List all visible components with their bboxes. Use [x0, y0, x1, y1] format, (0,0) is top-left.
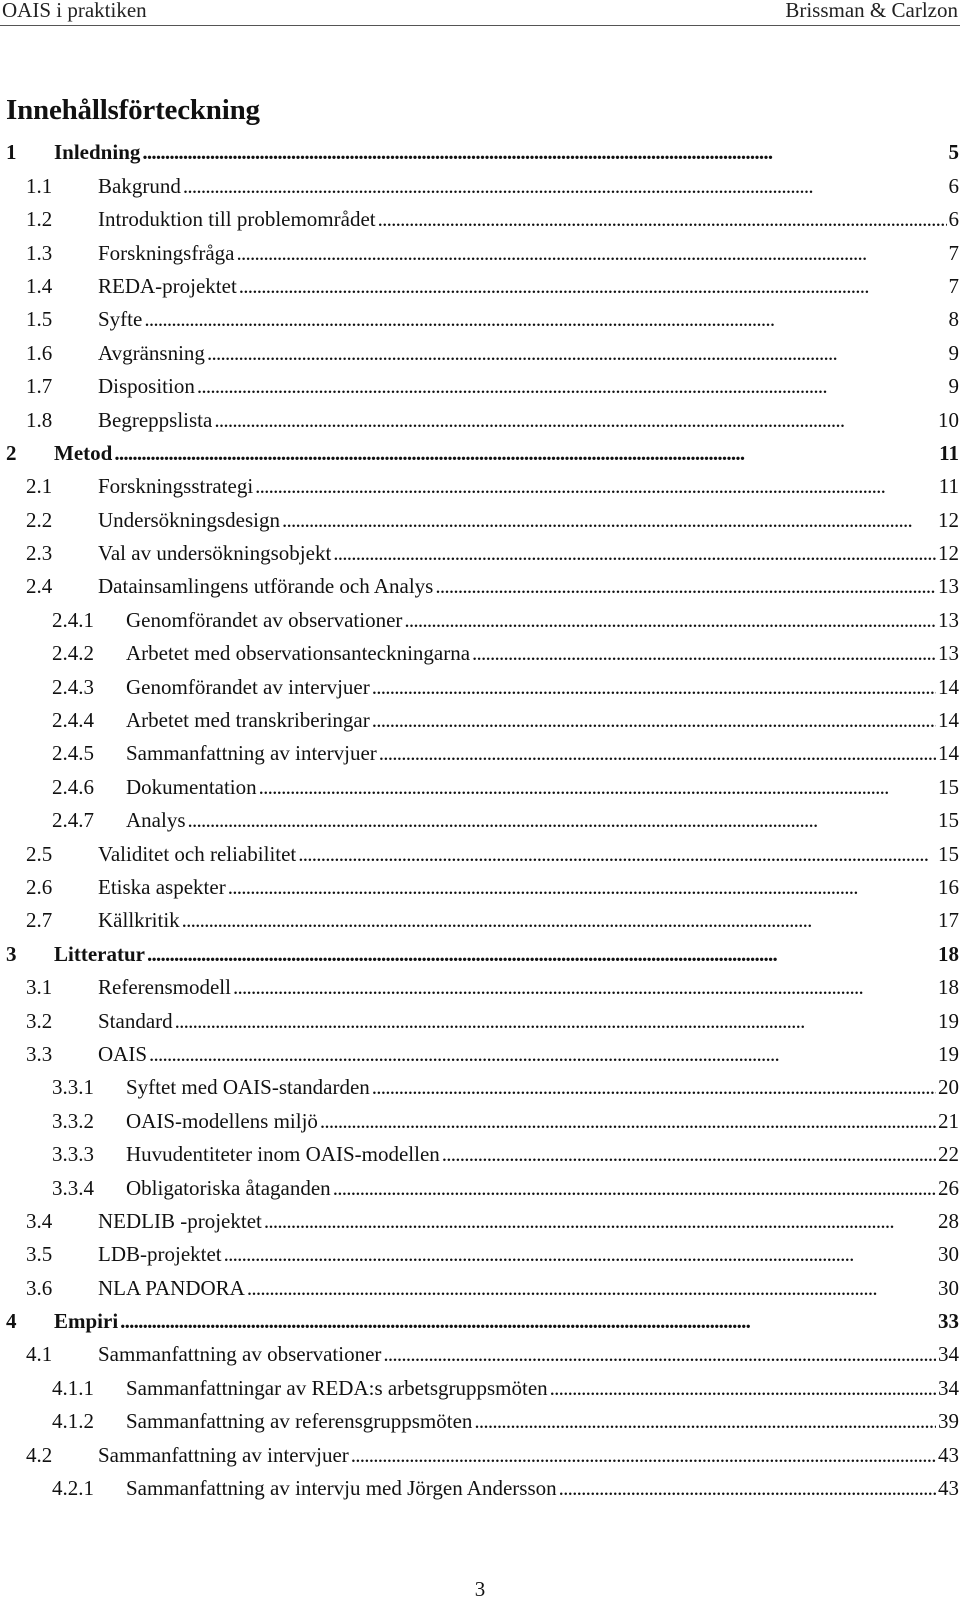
toc-entry-label[interactable]: OAIS-modellens miljö — [126, 1108, 318, 1133]
toc-entry-page[interactable]: 15 — [938, 808, 959, 833]
toc-entry-label[interactable]: Bakgrund — [98, 173, 181, 198]
toc-entry-number: 2.5 — [26, 841, 53, 866]
toc-entry-page[interactable]: 5 — [948, 140, 959, 165]
toc-entry[interactable] — [6, 435, 959, 468]
toc-entry-label[interactable]: Syfte — [98, 307, 143, 332]
toc-entry-number: 2.4.3 — [52, 674, 94, 699]
toc-entry-label[interactable]: Validitet och reliabilitet — [98, 841, 297, 866]
toc-entry[interactable] — [6, 1036, 959, 1069]
toc-entry-page[interactable]: 9 — [948, 374, 959, 399]
toc-entry-label[interactable]: Undersökningsdesign — [98, 507, 280, 532]
toc-entry-number: 2.4 — [26, 574, 53, 599]
toc-dot-leader — [239, 274, 947, 299]
toc-entry-number: 4 — [6, 1309, 17, 1334]
toc-entry[interactable] — [6, 1303, 959, 1336]
toc-dot-leader — [182, 908, 936, 933]
toc-dot-leader — [259, 775, 936, 800]
toc-entry-label[interactable]: Referensmodell — [98, 975, 231, 1000]
toc-entry[interactable] — [6, 1436, 959, 1469]
toc-dot-leader — [383, 1342, 936, 1367]
toc-entry-number: 1.2 — [26, 207, 53, 232]
toc-entry-label[interactable]: Obligatoriska åtaganden — [126, 1175, 331, 1200]
toc-dot-leader — [247, 1276, 936, 1301]
toc-entry-page[interactable]: 12 — [938, 507, 959, 532]
toc-dot-leader — [379, 741, 936, 766]
toc-dot-leader — [149, 1042, 936, 1067]
toc-entry-page[interactable]: 11 — [938, 474, 959, 499]
toc-entry[interactable] — [6, 234, 959, 267]
toc-entry[interactable] — [6, 1203, 959, 1236]
toc-dot-leader — [404, 608, 936, 633]
toc-entry[interactable] — [6, 902, 959, 935]
toc-entry[interactable] — [6, 601, 959, 634]
toc-entry-label[interactable]: Standard — [98, 1008, 173, 1033]
toc-entry-number: 2.2 — [26, 507, 53, 532]
toc-entry-label[interactable]: Litteratur — [54, 941, 145, 966]
toc-entry-number: 2 — [6, 440, 17, 465]
toc-entry-label[interactable]: Arbetet med observationsanteckningarna — [126, 641, 471, 666]
toc-entry-page[interactable]: 43 — [938, 1476, 959, 1501]
toc-entry-page[interactable]: 13 — [938, 607, 959, 632]
toc-dot-leader — [435, 574, 936, 599]
toc-entry-number: 1.3 — [26, 240, 53, 265]
toc-entry-number: 2.4.4 — [52, 708, 94, 733]
toc-dot-leader — [474, 1409, 936, 1434]
toc-entry-page[interactable]: 39 — [938, 1409, 959, 1434]
toc-dot-leader — [372, 675, 936, 700]
toc-entry-number: 2.3 — [26, 541, 53, 566]
toc-entry-page[interactable]: 19 — [938, 1041, 959, 1066]
toc-entry-page[interactable]: 6 — [948, 173, 959, 198]
toc-entry-number: 4.2 — [26, 1442, 53, 1467]
toc-entry-page[interactable]: 11 — [939, 440, 959, 465]
header-divider — [0, 25, 960, 26]
toc-entry-number: 2.4.5 — [52, 741, 94, 766]
toc-entry-number: 1.7 — [26, 374, 53, 399]
toc-dot-leader — [333, 1176, 936, 1201]
toc-entry-number: 1.1 — [26, 173, 53, 198]
toc-entry-number: 1.6 — [26, 340, 53, 365]
toc-entry[interactable] — [6, 201, 959, 234]
toc-dot-leader — [372, 708, 936, 733]
toc-entry-number: 2.7 — [26, 908, 53, 933]
toc-entry[interactable] — [6, 368, 959, 401]
toc-entry-label[interactable]: Sammanfattning av referensgruppsmöten — [126, 1409, 473, 1434]
toc-entry-number: 3 — [6, 941, 17, 966]
toc-entry-page[interactable]: 22 — [938, 1142, 959, 1167]
toc-entry-page[interactable]: 15 — [938, 841, 959, 866]
toc-entry-number: 3.3.4 — [52, 1175, 94, 1200]
toc-entry-number: 3.3.1 — [52, 1075, 94, 1100]
toc-entry-label[interactable]: Sammanfattning av intervjuer — [126, 741, 377, 766]
toc-entry-page[interactable]: 17 — [938, 908, 959, 933]
toc-entry[interactable] — [6, 401, 959, 434]
toc-dot-leader — [264, 1209, 936, 1234]
toc-entry-page[interactable]: 10 — [938, 407, 959, 432]
toc-dot-leader — [378, 207, 947, 232]
toc-entry-page[interactable]: 30 — [938, 1242, 959, 1267]
toc-entry-label[interactable]: Val av undersökningsobjekt — [98, 541, 332, 566]
running-header — [0, 0, 960, 24]
toc-dot-leader — [550, 1376, 936, 1401]
toc-entry-page[interactable]: 13 — [938, 574, 959, 599]
toc-dot-leader — [228, 875, 936, 900]
toc-entry-page[interactable]: 14 — [938, 741, 959, 766]
toc-dot-leader — [472, 641, 936, 666]
toc-entry-label[interactable]: Arbetet med transkriberingar — [126, 708, 370, 733]
toc-entry-label[interactable]: Forskningsfråga — [98, 240, 235, 265]
toc-entry-label[interactable]: Huvudentiteter inom OAIS-modellen — [126, 1142, 440, 1167]
toc-dot-leader — [442, 1142, 936, 1167]
toc-title: Innehållsförteckning — [6, 94, 260, 126]
toc-entry[interactable] — [6, 768, 959, 801]
toc-entry-label[interactable]: Datainsamlingens utförande och Analys — [98, 574, 434, 599]
toc-entry-page[interactable]: 21 — [938, 1108, 959, 1133]
toc-entry-page[interactable]: 13 — [938, 641, 959, 666]
toc-entry[interactable] — [6, 635, 959, 668]
toc-entry-label[interactable]: Genomförandet av intervjuer — [126, 674, 370, 699]
toc-dot-leader — [197, 374, 947, 399]
toc-entry[interactable] — [6, 668, 959, 701]
toc-entry[interactable] — [6, 1369, 959, 1402]
toc-entry-label[interactable]: NLA PANDORA — [98, 1275, 245, 1300]
page-number: 3 — [474, 1577, 486, 1601]
toc-entry-number: 3.3 — [26, 1041, 53, 1066]
toc-dot-leader — [236, 241, 946, 266]
toc-entry[interactable] — [6, 702, 959, 735]
toc-entry-label[interactable]: Analys — [126, 808, 186, 833]
toc-dot-leader — [372, 1075, 936, 1100]
header-document-title: OAIS i praktiken — [2, 0, 147, 22]
toc-entry-number: 2.6 — [26, 874, 53, 899]
toc-entry-page[interactable]: 8 — [948, 307, 959, 332]
toc-entry-page[interactable]: 34 — [938, 1342, 959, 1367]
toc-entry-label[interactable]: Begreppslista — [98, 407, 213, 432]
toc-entry-label[interactable]: Metod — [54, 440, 113, 465]
toc-dot-leader — [333, 541, 936, 566]
toc-entry-label[interactable]: Källkritik — [98, 908, 180, 933]
toc-dot-leader — [282, 508, 936, 533]
toc-entry-number: 3.4 — [26, 1208, 53, 1233]
toc-entry-label[interactable]: Avgränsning — [98, 340, 205, 365]
toc-entry-label[interactable]: Empiri — [54, 1309, 119, 1334]
toc-entry[interactable] — [6, 1002, 959, 1035]
toc-entry[interactable] — [6, 301, 959, 334]
toc-entry-label[interactable]: Introduktion till problemområdet — [98, 207, 376, 232]
toc-dot-leader — [183, 174, 947, 199]
toc-entry-number: 3.3.2 — [52, 1108, 94, 1133]
toc-entry-page[interactable]: 30 — [938, 1275, 959, 1300]
toc-entry[interactable] — [6, 1136, 959, 1169]
toc-dot-leader — [144, 307, 946, 332]
toc-entry[interactable] — [6, 167, 959, 200]
toc-dot-leader — [214, 408, 936, 433]
toc-dot-leader — [175, 1009, 936, 1034]
toc-entry-page[interactable]: 12 — [938, 541, 959, 566]
toc-entry[interactable] — [6, 969, 959, 1002]
toc-entry-page[interactable]: 33 — [938, 1309, 959, 1334]
toc-entry[interactable] — [6, 568, 959, 601]
toc-dot-leader — [207, 341, 947, 366]
toc-entry[interactable] — [6, 935, 959, 968]
toc-entry[interactable] — [6, 869, 959, 902]
toc-entry-page[interactable]: 26 — [938, 1175, 959, 1200]
toc-entry[interactable] — [6, 134, 959, 167]
toc-entry-number: 1 — [6, 140, 17, 165]
toc-entry-number: 2.4.1 — [52, 607, 94, 632]
toc-entry-page[interactable]: 15 — [938, 774, 959, 799]
toc-entry-page[interactable]: 7 — [948, 240, 959, 265]
toc-entry-number: 3.6 — [26, 1275, 53, 1300]
toc-dot-leader — [188, 808, 937, 833]
toc-entry[interactable] — [6, 835, 959, 868]
toc-entry-number: 4.1.1 — [52, 1375, 94, 1400]
toc-entry-number: 3.5 — [26, 1242, 53, 1267]
toc-entry[interactable] — [6, 1169, 959, 1202]
toc-dot-leader — [559, 1476, 936, 1501]
toc-entry-number: 1.8 — [26, 407, 53, 432]
toc-entry-page[interactable]: 14 — [938, 708, 959, 733]
toc-entry-label[interactable]: Sammanfattning av intervjuer — [98, 1442, 349, 1467]
toc-entry-label[interactable]: REDA-projektet — [98, 273, 237, 298]
toc-entry-label[interactable]: Sammanfattning av observationer — [98, 1342, 382, 1367]
toc-entry-number: 3.3.3 — [52, 1142, 94, 1167]
toc-entry-page[interactable]: 7 — [948, 273, 959, 298]
toc-dot-leader — [224, 1242, 936, 1267]
toc-entry[interactable] — [6, 802, 959, 835]
toc-entry[interactable] — [6, 1236, 959, 1269]
toc-entry[interactable] — [6, 1102, 959, 1135]
toc-entry-page[interactable]: 14 — [938, 674, 959, 699]
toc-entry-label[interactable]: Disposition — [98, 374, 195, 399]
toc-entry-number: 4.2.1 — [52, 1476, 94, 1501]
toc-dot-leader — [255, 474, 937, 499]
header-authors: Brissman & Carlzon — [785, 0, 958, 22]
toc-entry[interactable] — [6, 268, 959, 301]
toc-entry-page[interactable]: 43 — [938, 1442, 959, 1467]
toc-entry-label[interactable]: Inledning — [54, 140, 141, 165]
toc-dot-leader — [320, 1109, 936, 1134]
toc-entry[interactable] — [6, 501, 959, 534]
toc-entry-page[interactable]: 18 — [938, 975, 959, 1000]
toc-entry-number: 3.2 — [26, 1008, 53, 1033]
toc-entry-page[interactable]: 6 — [948, 207, 959, 232]
toc-entry-number: 2.4.2 — [52, 641, 94, 666]
toc-dot-leader — [298, 842, 936, 867]
toc-entry-number: 4.1 — [26, 1342, 53, 1367]
toc-dot-leader — [114, 441, 937, 466]
toc-dot-leader — [142, 140, 946, 165]
toc-entry-page[interactable]: 9 — [948, 340, 959, 365]
toc-entry-page[interactable]: 16 — [938, 874, 959, 899]
toc-entry-label[interactable]: NEDLIB -projektet — [98, 1208, 262, 1233]
toc-entry-label[interactable]: Dokumentation — [126, 774, 257, 799]
toc-entry-label[interactable]: Sammanfattningar av REDA:s arbetsgruppsmöten — [126, 1375, 548, 1400]
toc-entry-number: 2.4.7 — [52, 808, 94, 833]
toc-entry-number: 3.1 — [26, 975, 53, 1000]
toc-entry[interactable] — [6, 1403, 959, 1436]
toc-entry[interactable] — [6, 468, 959, 501]
toc-entry-label[interactable]: Genomförandet av observationer — [126, 607, 403, 632]
toc-entry-label[interactable]: LDB-projektet — [98, 1242, 222, 1267]
toc-entry[interactable] — [6, 1336, 959, 1369]
toc-entry[interactable] — [6, 1269, 959, 1302]
toc-entry[interactable] — [6, 735, 959, 768]
toc-dot-leader — [233, 975, 936, 1000]
toc-entry-label[interactable]: Etiska aspekter — [98, 874, 226, 899]
toc-entry-page[interactable]: 28 — [938, 1208, 959, 1233]
toc-entry-page[interactable]: 34 — [938, 1375, 959, 1400]
toc-entry[interactable] — [6, 1069, 959, 1102]
toc-entry-page[interactable]: 18 — [938, 941, 959, 966]
toc-entry-page[interactable]: 19 — [938, 1008, 959, 1033]
toc-entry[interactable] — [6, 1470, 959, 1503]
table-of-contents — [6, 134, 959, 1503]
toc-entry-number: 1.5 — [26, 307, 53, 332]
toc-entry-label[interactable]: Sammanfattning av intervju med Jörgen Andersson — [126, 1476, 557, 1501]
toc-entry-number: 2.4.6 — [52, 774, 94, 799]
toc-dot-leader — [351, 1443, 936, 1468]
toc-dot-leader — [120, 1309, 936, 1334]
toc-entry-label[interactable]: Syftet med OAIS-standarden — [126, 1075, 370, 1100]
toc-entry-number: 2.1 — [26, 474, 53, 499]
toc-entry-label[interactable]: OAIS — [98, 1041, 148, 1066]
toc-dot-leader — [147, 942, 936, 967]
toc-entry-page[interactable]: 20 — [938, 1075, 959, 1100]
toc-entry-number: 4.1.2 — [52, 1409, 94, 1434]
toc-entry-number: 1.4 — [26, 273, 53, 298]
toc-entry[interactable] — [6, 334, 959, 367]
toc-entry[interactable] — [6, 535, 959, 568]
toc-entry-label[interactable]: Forskningsstrategi — [98, 474, 254, 499]
